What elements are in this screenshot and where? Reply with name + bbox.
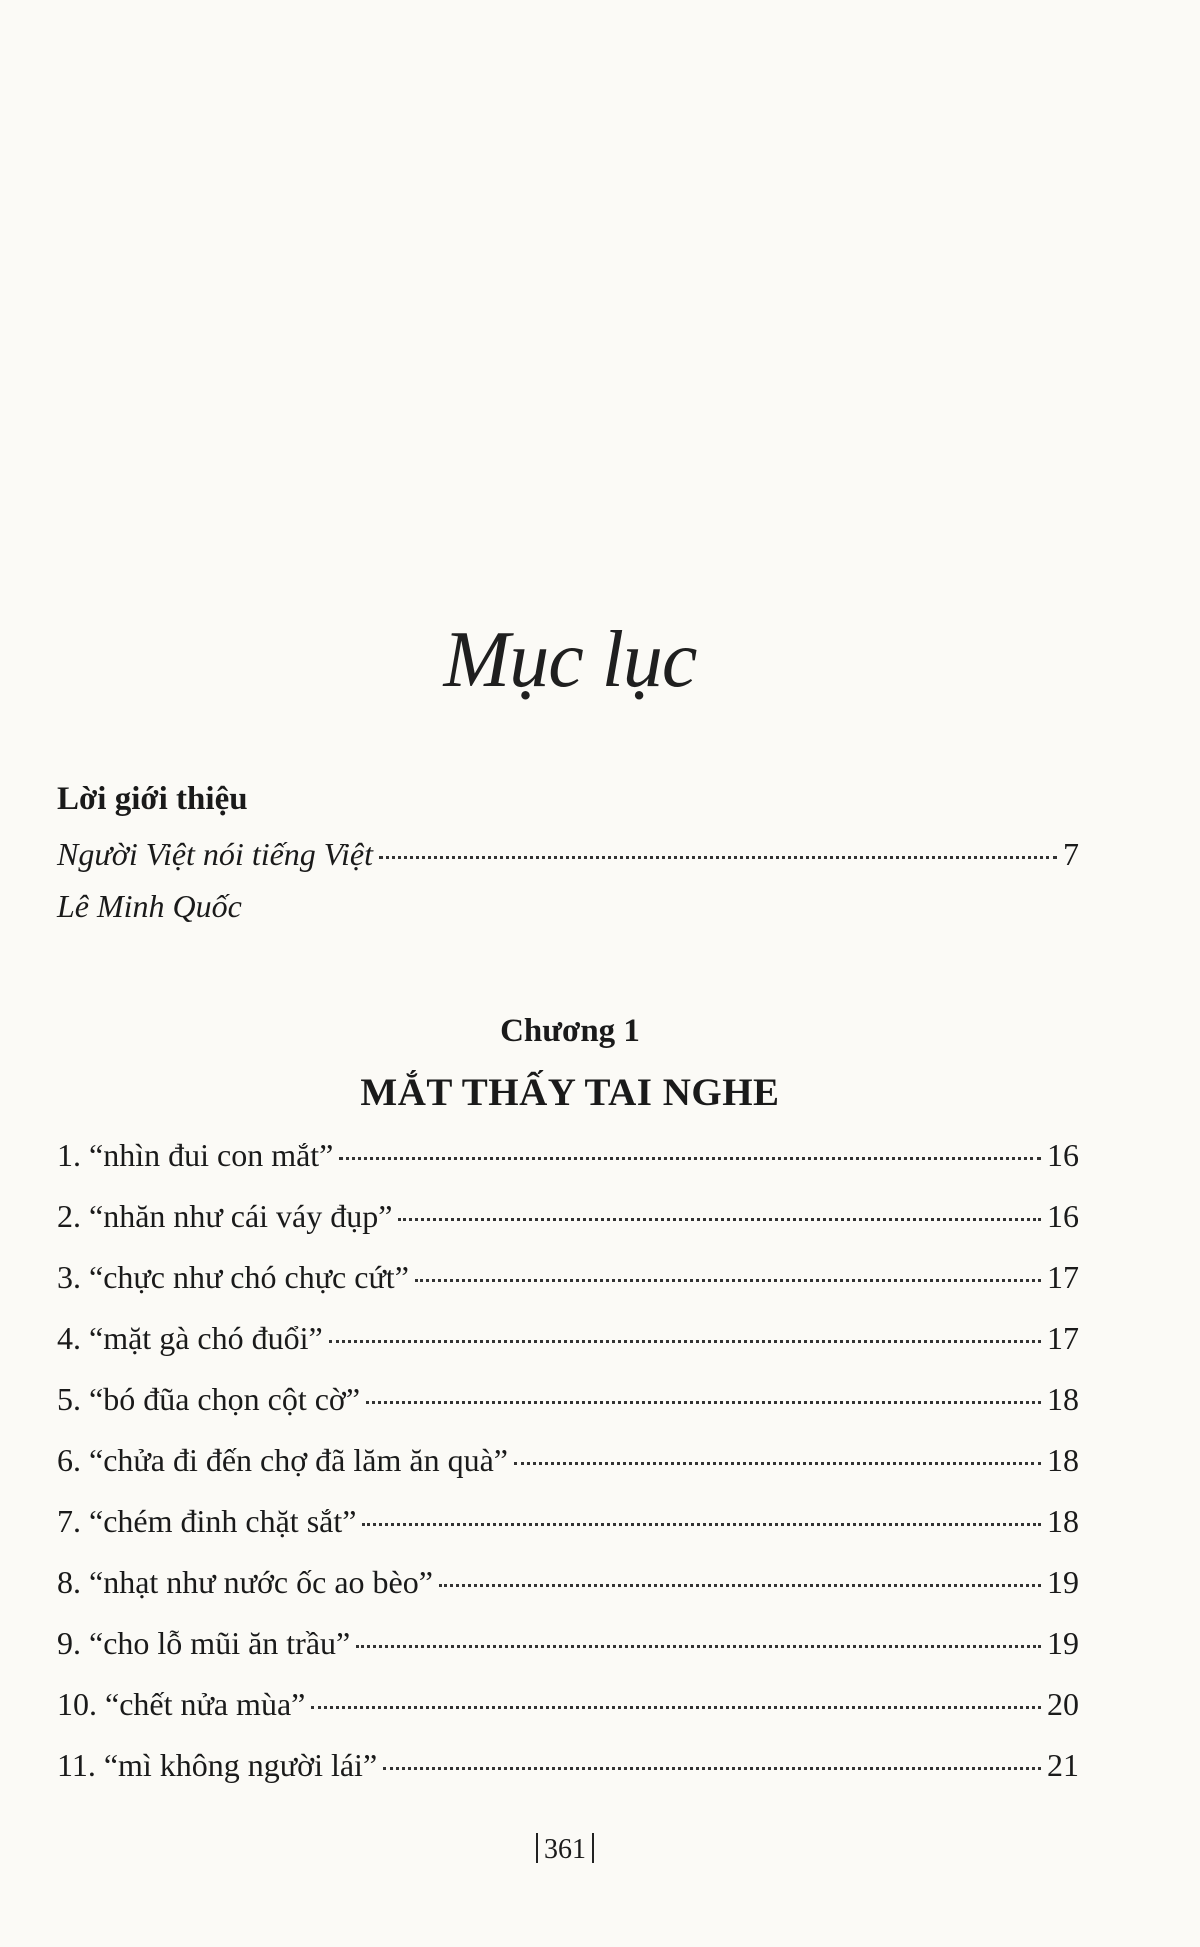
entry-page: 20 [1047, 1686, 1079, 1722]
entry-label: 8. “nhạt như nước ốc ao bèo” [57, 1564, 433, 1600]
toc-entry [57, 1686, 1079, 1723]
page-number [0, 1833, 1130, 1866]
leader-dots [311, 1706, 1041, 1709]
intro-author: Lê Minh Quốc [57, 888, 242, 924]
toc-entry [57, 1381, 1079, 1418]
entry-page: 18 [1047, 1381, 1079, 1417]
intro-page: 7 [1063, 836, 1079, 872]
entry-label: 1. “nhìn đui con mắt” [57, 1137, 334, 1173]
toc-entry [57, 1625, 1079, 1662]
entry-page: 18 [1047, 1442, 1079, 1478]
entry-page: 16 [1047, 1137, 1079, 1173]
toc-entry [57, 1564, 1079, 1601]
toc-entry [57, 1137, 1079, 1174]
leader-dots [383, 1767, 1041, 1770]
toc-entry [57, 1442, 1079, 1479]
intro-title: Người Việt nói tiếng Việt [57, 836, 373, 872]
entry-page: 19 [1047, 1564, 1079, 1600]
entry-page: 16 [1047, 1198, 1079, 1234]
entry-page: 18 [1047, 1503, 1079, 1539]
toc-entry [57, 1320, 1079, 1357]
page-title: Mục lục [443, 616, 697, 704]
toc-entry [57, 1747, 1079, 1784]
toc-entry [57, 1259, 1079, 1296]
entry-label: 7. “chém đinh chặt sắt” [57, 1503, 357, 1539]
leader-dots [339, 1157, 1041, 1160]
chapter-title: MẮT THẤY TAI NGHE [360, 1071, 780, 1114]
toc-entry [57, 1198, 1079, 1235]
entry-label: 4. “mặt gà chó đuổi” [57, 1320, 323, 1356]
intro-heading: Lời giới thiệu [57, 781, 248, 817]
entry-label: 2. “nhăn như cái váy đụp” [57, 1198, 393, 1234]
leader-dots [329, 1340, 1041, 1343]
page-number-bar-left [536, 1833, 538, 1863]
leader-dots [439, 1584, 1041, 1587]
entry-label: 9. “cho lỗ mũi ăn trầu” [57, 1625, 351, 1661]
entry-page: 17 [1047, 1320, 1079, 1356]
leader-dots [356, 1645, 1041, 1648]
leader-dots [379, 856, 1057, 859]
leader-dots [514, 1462, 1041, 1465]
page-number-value: 361 [544, 1834, 586, 1865]
entry-label: 11. “mì không người lái” [57, 1747, 378, 1783]
entry-page: 21 [1047, 1747, 1079, 1783]
chapter-label: Chương 1 [500, 1013, 640, 1049]
toc-entry [57, 1503, 1079, 1540]
page-number-bar-right [592, 1833, 594, 1863]
entry-label: 3. “chực như chó chực cứt” [57, 1259, 409, 1295]
entry-label: 5. “bó đũa chọn cột cờ” [57, 1381, 361, 1417]
leader-dots [362, 1523, 1041, 1526]
leader-dots [366, 1401, 1041, 1404]
entry-page: 19 [1047, 1625, 1079, 1661]
intro-entry [57, 836, 1079, 873]
entry-label: 10. “chết nửa mùa” [57, 1686, 306, 1722]
entry-page: 17 [1047, 1259, 1079, 1295]
entry-label: 6. “chửa đi đến chợ đã lăm ăn quà” [57, 1442, 508, 1478]
leader-dots [398, 1218, 1041, 1221]
leader-dots [415, 1279, 1041, 1282]
